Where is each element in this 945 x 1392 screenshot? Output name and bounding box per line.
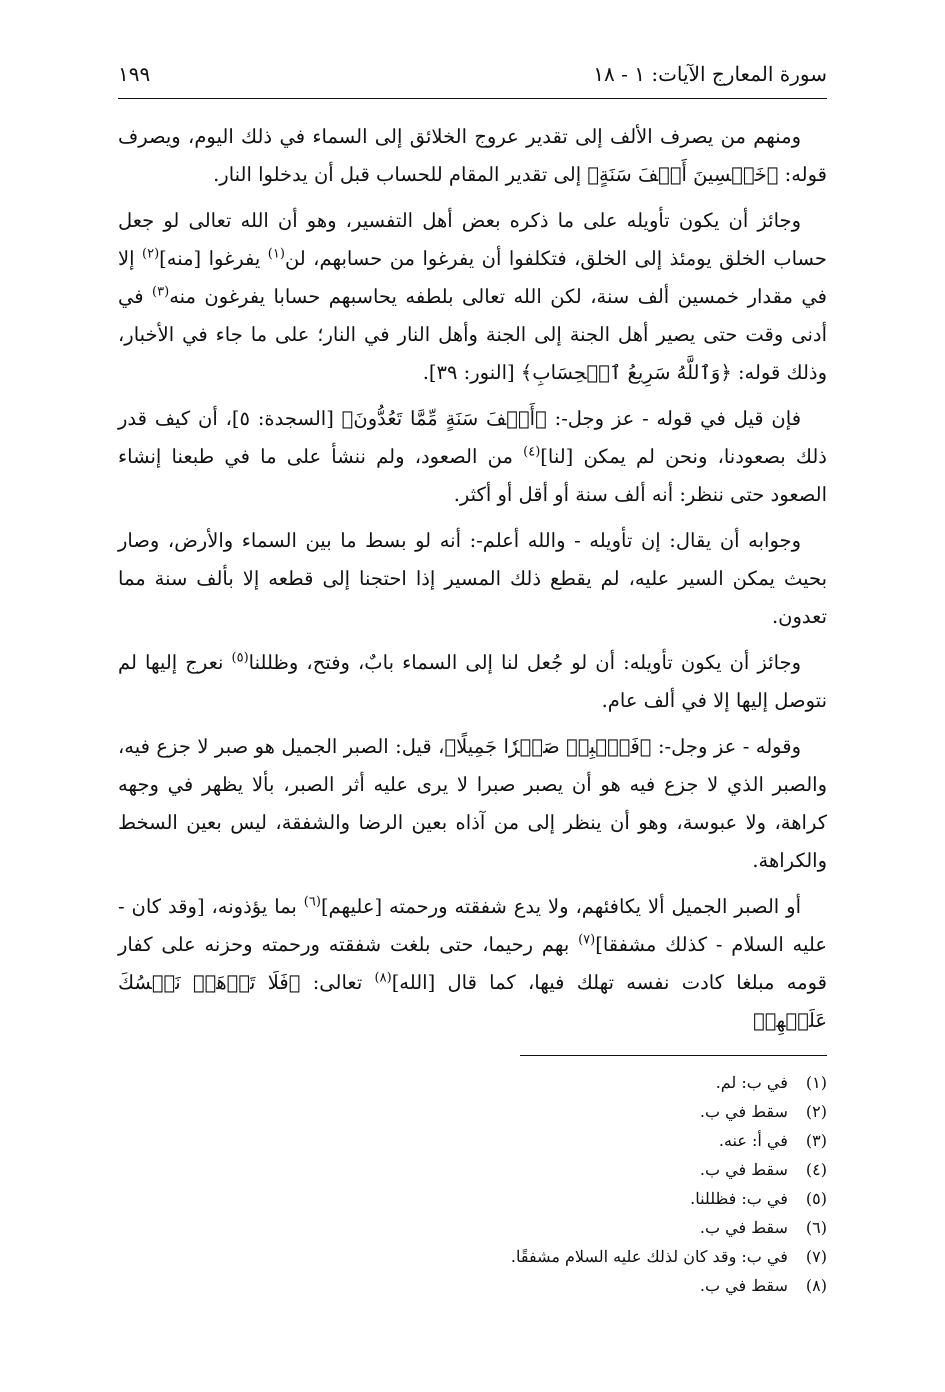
main-text: [118, 118, 827, 1040]
footnote-ref: (٤): [523, 444, 541, 460]
paragraph-5: [118, 644, 827, 720]
quran-verse: ﴿فَلَا تَذۡهَبۡ نَفۡسُكَ عَلَيۡهِمۡ: [118, 971, 827, 1032]
footnote-number: (٢): [805, 1102, 827, 1121]
paragraph-text: تعالى:: [300, 971, 375, 994]
footnote-item: [400, 1271, 827, 1300]
quran-verse: ﴿خَمۡسِينَ أَلۡفَ سَنَةٍ﴾: [587, 163, 779, 186]
paragraph-text: أو الصبر الجميل ألا يكافئهم، ولا يدع شفقته ورحمته [عليهم]: [320, 895, 801, 918]
footnote-text: في أ: عنه.: [718, 1131, 788, 1150]
footnote-text: سقط في ب.: [699, 1102, 788, 1121]
footnote-item: [400, 1213, 827, 1242]
paragraph-text: ، قيل: الصبر الجميل هو صبر لا جزع فيه، والصبر الذي لا جزع فيه هو أن يصبر صبرا لا يرى عليه أثر الصبر، بألا يظهر في وجهه كراهة، ولا عبوسة، وهو أن ينظر إلى من آذاه بعين الرضا والشفقة، ليس بعين السخط والكراهة.: [118, 735, 827, 872]
quran-verse: ﴿أَلۡفَ سَنَةٍ مِّمَّا تَعُدُّونَ﴾: [341, 407, 547, 430]
paragraph-text: بهم رحيما، حتى بلغت شفقته ورحمته وحزنه على كفار قومه مبلغا كادت نفسه تهلك فيها، كما قال [الله]: [118, 933, 827, 994]
footnote-item: [400, 1242, 827, 1271]
paragraph-text: في أدنى وقت حتى يصير أهل الجنة إلى الجنة وأهل النار في النار؛ على ما جاء في الأخبار، وذلك قوله:: [118, 285, 827, 384]
running-header: [118, 62, 827, 96]
paragraph-text: يفرغوا [منه]: [159, 247, 268, 270]
paragraph-6: [118, 728, 827, 880]
footnote-item: [400, 1097, 827, 1126]
paragraph-text: إلا في مقدار خمسين ألف سنة، لكن الله تعالى بلطفه يحاسبهم حسابا يفرغون منه: [118, 247, 827, 308]
footnote-text: سقط في ب.: [699, 1160, 788, 1179]
paragraph-3: [118, 400, 827, 514]
footnote-text: في ب: وقد كان لذلك عليه السلام مشفقًا.: [510, 1247, 788, 1266]
quran-verse: ﴿فَٱصۡبِرۡ صَبۡرٗا جَمِيلًا﴾: [444, 735, 652, 758]
header-divider: [118, 98, 827, 99]
paragraph-text: فإن قيل في قوله - عز وجل-:: [546, 407, 802, 430]
quran-verse: ﴿وَٱللَّهُ سَرِيعُ ٱلۡحِسَابِ﴾: [520, 361, 732, 384]
footnote-number: (٥): [805, 1189, 827, 1208]
footnote-text: سقط في ب.: [699, 1276, 788, 1295]
footnote-ref: (٦): [303, 894, 321, 910]
footnote-text: في ب: لم.: [715, 1073, 788, 1092]
paragraph-1: [118, 118, 827, 194]
footnote-ref: (٥): [231, 650, 249, 666]
paragraph-text: وجائز أن يكون تأويله: أن لو جُعل لنا إلى السماء بابٌ، وفتح، وظللنا: [248, 651, 801, 674]
paragraph-text: وجوابه أن يقال: إن تأويله - والله أعلم-: أنه لو بسط ما بين السماء والأرض، وصار بحيث يمكن السير عليه، لم يقطع ذلك المسير إذا احتجنا إلى قطعه إلا بألف سنة مما تعدون.: [118, 529, 827, 628]
footnote-ref: (٣): [152, 284, 170, 300]
footnote-text: في ب: فظللنا.: [690, 1189, 788, 1208]
page-number: ١٩٩: [118, 62, 151, 86]
footnote-number: (٣): [805, 1131, 827, 1150]
paragraph-text: ومنهم من يصرف الألف إلى تقدير عروج الخلائق إلى السماء في ذلك اليوم، ويصرف قوله:: [118, 125, 827, 186]
footnote-ref: (٨): [374, 970, 392, 986]
paragraph-text: [النور: ٣٩].: [422, 361, 521, 384]
footnote-number: (٦): [805, 1218, 827, 1237]
paragraph-text: بما يؤذونه، [وقد كان - عليه السلام - كذلك مشفقا]: [118, 895, 827, 956]
paragraph-2: [118, 202, 827, 392]
footnote-number: (٤): [805, 1160, 827, 1179]
paragraph-4: [118, 522, 827, 636]
paragraph-text: نعرج إليها لم نتوصل إليها إلا في ألف عام.: [118, 651, 827, 712]
paragraph-text: إلى تقدير المقام للحساب قبل أن يدخلوا النار.: [213, 163, 588, 186]
footnote-number: (١): [805, 1073, 827, 1092]
footnote-number: (٧): [805, 1247, 827, 1266]
footnote-divider: [520, 1055, 827, 1056]
paragraph-text: وقوله - عز وجل-:: [651, 735, 801, 758]
footnotes: [400, 1068, 827, 1300]
footnote-item: [400, 1184, 827, 1213]
paragraph-text: [السجدة: ٥]، أن كيف قدر ذلك بصعودنا، ونحن لم يمكن [لنا]: [118, 407, 827, 468]
paragraph-text: وجائز أن يكون تأويله على ما ذكره بعض أهل التفسير، وهو أن الله تعالى لو جعل حساب الخلق يومئذ إلى الخلق، فتكلفوا أن يفرغوا من حسابهم، لن: [118, 209, 827, 270]
footnote-item: [400, 1068, 827, 1097]
footnote-item: [400, 1126, 827, 1155]
footnote-number: (٨): [805, 1276, 827, 1295]
footnote-ref: (١): [267, 246, 285, 262]
paragraph-text: من الصعود، ولم ننشأ على ما في طبعنا إنشاء الصعود حتى ننظر: أنه ألف سنة أو أقل أو أكثر.: [118, 445, 827, 506]
footnote-ref: (٧): [578, 932, 596, 948]
paragraph-7: [118, 888, 827, 1040]
footnote-ref: (٢): [142, 246, 160, 262]
footnote-text: سقط في ب.: [699, 1218, 788, 1237]
header-title: سورة المعارج الآيات: ١ - ١٨: [593, 62, 827, 86]
footnote-item: [400, 1155, 827, 1184]
